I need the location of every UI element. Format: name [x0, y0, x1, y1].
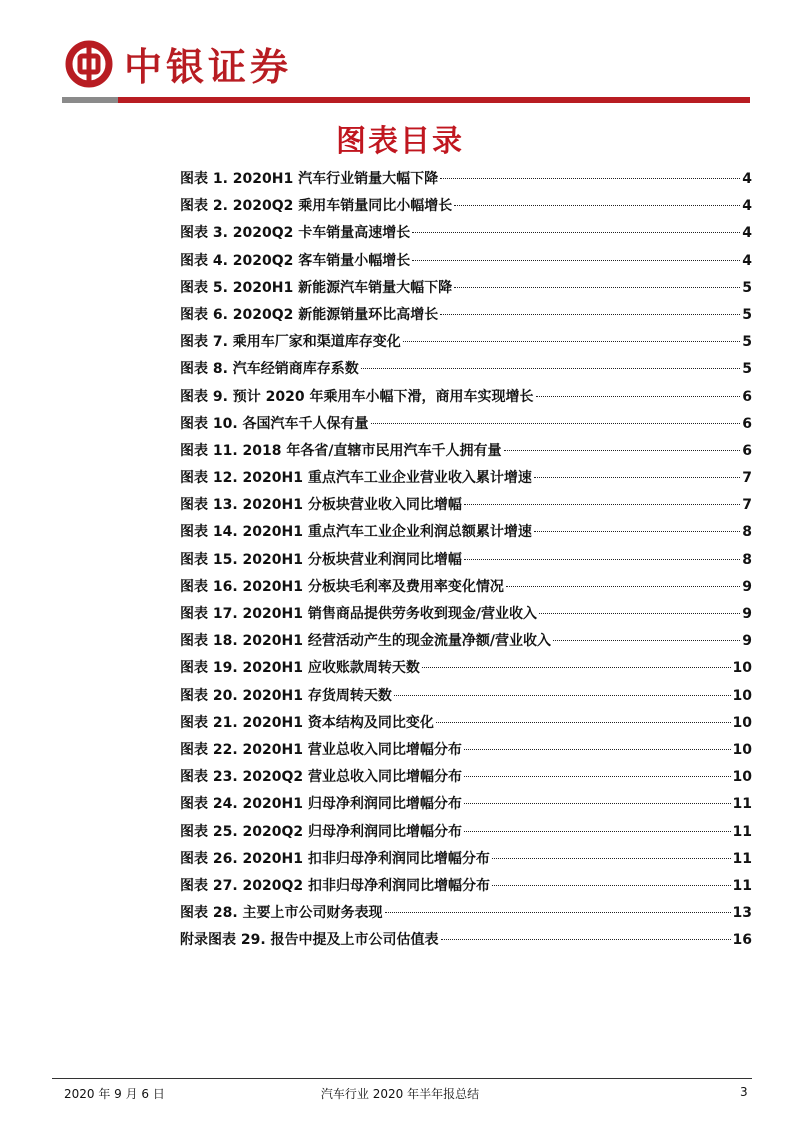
- toc-entry-page: 10: [732, 769, 752, 786]
- toc-entry-page: 10: [732, 741, 752, 758]
- toc-dot-leader: [464, 559, 740, 560]
- toc-dot-leader: [464, 776, 730, 777]
- toc-entry[interactable]: [180, 900, 752, 927]
- toc-entry[interactable]: [180, 547, 752, 574]
- toc-entry[interactable]: [180, 465, 752, 492]
- footer-rule: [52, 1078, 752, 1079]
- toc-entry-page: 11: [732, 850, 752, 867]
- toc-dot-leader: [536, 396, 741, 397]
- toc-dot-leader: [440, 314, 740, 315]
- toc-dot-leader: [440, 178, 740, 179]
- toc-dot-leader: [492, 858, 731, 859]
- toc-entry-label: 图表 20. 2020H1 存货周转天数: [180, 687, 392, 704]
- toc-entry-label: 图表 14. 2020H1 重点汽车工业企业利润总额累计增速: [180, 524, 532, 541]
- toc-dot-leader: [361, 368, 740, 369]
- toc-entry-page: 4: [742, 198, 752, 215]
- toc-dot-leader: [412, 260, 740, 261]
- brand-logo: [64, 36, 292, 91]
- toc-entry[interactable]: [180, 411, 752, 438]
- toc-entry-label: 图表 22. 2020H1 营业总收入同比增幅分布: [180, 741, 462, 758]
- toc-entry-page: 11: [732, 796, 752, 813]
- brand-name: 中银证券: [124, 45, 293, 89]
- toc-dot-leader: [534, 477, 740, 478]
- toc-entry-label: 图表 25. 2020Q2 归母净利润同比增幅分布: [180, 823, 463, 840]
- toc-entry-label: 图表 3. 2020Q2 卡车销量高速增长: [180, 225, 411, 242]
- toc-dot-leader: [553, 640, 740, 641]
- toc-dot-leader: [534, 531, 740, 532]
- toc-entry-page: 13: [732, 905, 752, 922]
- toc-entry-label: 图表 26. 2020H1 扣非归母净利润同比增幅分布: [180, 850, 490, 867]
- toc-dot-leader: [454, 205, 740, 206]
- toc-entry-page: 10: [732, 687, 752, 704]
- toc-dot-leader: [506, 586, 740, 587]
- toc-entry[interactable]: [180, 329, 752, 356]
- toc-entry[interactable]: [180, 438, 752, 465]
- toc-entry-page: 6: [742, 415, 752, 432]
- header-rule-red: [118, 97, 750, 103]
- toc-entry[interactable]: [180, 683, 752, 710]
- toc-entry[interactable]: [180, 819, 752, 846]
- toc-entry-page: 8: [742, 524, 752, 541]
- toc-entry-label: 图表 4. 2020Q2 客车销量小幅增长: [180, 252, 411, 269]
- toc-entry[interactable]: [180, 737, 752, 764]
- toc-dot-leader: [403, 341, 740, 342]
- toc-dot-leader: [464, 504, 740, 505]
- toc-entry-label: 图表 28. 主要上市公司财务表现: [180, 905, 383, 922]
- toc-entry[interactable]: [180, 193, 752, 220]
- toc-entry-label: 图表 13. 2020H1 分板块营业收入同比增幅: [180, 497, 462, 514]
- toc-entry-label: 图表 23. 2020Q2 营业总收入同比增幅分布: [180, 769, 463, 786]
- toc-entry-label: 图表 12. 2020H1 重点汽车工业企业营业收入累计增速: [180, 470, 532, 487]
- toc-entry-page: 8: [742, 551, 752, 568]
- toc-title: 图表目录: [336, 124, 464, 159]
- toc-entry-page: 5: [742, 279, 752, 296]
- toc-entry-label: 图表 21. 2020H1 资本结构及同比变化: [180, 714, 434, 731]
- toc-entry-label: 附录图表 29. 报告中提及上市公司估值表: [180, 932, 439, 949]
- toc-entry[interactable]: [180, 519, 752, 546]
- toc-entry-page: 5: [742, 306, 752, 323]
- toc-entry[interactable]: [180, 873, 752, 900]
- toc-entry[interactable]: [180, 248, 752, 275]
- toc-entry-label: 图表 5. 2020H1 新能源汽车销量大幅下降: [180, 279, 453, 296]
- toc-entry[interactable]: [180, 302, 752, 329]
- toc-dot-leader: [394, 695, 731, 696]
- toc-entry[interactable]: [180, 655, 752, 682]
- toc-entry-page: 16: [732, 932, 752, 949]
- toc-entry-label: 图表 11. 2018 年各省/直辖市民用汽车千人拥有量: [180, 442, 502, 459]
- toc-entry[interactable]: [180, 846, 752, 873]
- toc-entry-page: 6: [742, 388, 752, 405]
- toc-entry-page: 4: [742, 252, 752, 269]
- toc-entry[interactable]: [180, 492, 752, 519]
- toc-entry-label: 图表 19. 2020H1 应收账款周转天数: [180, 660, 420, 677]
- toc-entry-page: 5: [742, 361, 752, 378]
- toc-entry[interactable]: [180, 628, 752, 655]
- toc-dot-leader: [371, 423, 741, 424]
- bank-of-china-logo-icon: [64, 39, 114, 89]
- toc-entry-label: 图表 1. 2020H1 汽车行业销量大幅下降: [180, 171, 439, 187]
- toc-entry-label: 图表 9. 预计 2020 年乘用车小幅下滑，商用车实现增长: [180, 388, 534, 405]
- toc-entry-page: 6: [742, 442, 752, 459]
- toc-entry-page: 4: [742, 171, 752, 187]
- page-header: [0, 0, 800, 110]
- toc-entry-page: 9: [742, 633, 752, 650]
- toc-entry-page: 11: [732, 877, 752, 894]
- toc-entry[interactable]: [180, 601, 752, 628]
- toc-dot-leader: [464, 831, 730, 832]
- toc-dot-leader: [436, 722, 731, 723]
- header-rule-gray: [62, 97, 118, 103]
- toc-list: [180, 166, 752, 954]
- toc-entry-page: 5: [742, 334, 752, 351]
- toc-dot-leader: [441, 939, 731, 940]
- toc-entry[interactable]: [180, 791, 752, 818]
- toc-entry[interactable]: [180, 166, 752, 193]
- toc-entry-label: 图表 7. 乘用车厂家和渠道库存变化: [180, 334, 401, 351]
- toc-entry-page: 9: [742, 578, 752, 595]
- toc-dot-leader: [539, 613, 740, 614]
- toc-entry-label: 图表 27. 2020Q2 扣非归母净利润同比增幅分布: [180, 877, 491, 894]
- toc-entry-label: 图表 18. 2020H1 经营活动产生的现金流量净额/营业收入: [180, 633, 551, 650]
- toc-entry-page: 10: [732, 714, 752, 731]
- toc-dot-leader: [464, 803, 731, 804]
- toc-entry[interactable]: [180, 764, 752, 791]
- toc-entry-label: 图表 15. 2020H1 分板块营业利润同比增幅: [180, 551, 462, 568]
- toc-entry-label: 图表 17. 2020H1 销售商品提供劳务收到现金/营业收入: [180, 606, 537, 622]
- toc-entry-page: 4: [742, 225, 752, 242]
- toc-entry-label: 图表 2. 2020Q2 乘用车销量同比小幅增长: [180, 198, 453, 215]
- toc-dot-leader: [454, 287, 740, 288]
- toc-dot-leader: [422, 667, 731, 668]
- toc-entry-page: 7: [742, 497, 752, 514]
- footer-date: 2020 年 9 月 6 日: [64, 1087, 165, 1101]
- footer-report-title: 汽车行业 2020 年半年报总结: [320, 1087, 480, 1101]
- toc-entry[interactable]: [180, 927, 752, 954]
- toc-entry-label: 图表 6. 2020Q2 新能源销量环比高增长: [180, 306, 439, 323]
- toc-entry-page: 11: [732, 823, 752, 840]
- toc-dot-leader: [412, 232, 740, 233]
- toc-dot-leader: [492, 885, 730, 886]
- toc-entry-page: 9: [742, 606, 752, 622]
- toc-entry-page: 10: [732, 660, 752, 677]
- toc-dot-leader: [385, 912, 731, 913]
- toc-entry[interactable]: [180, 710, 752, 737]
- toc-entry-label: 图表 8. 汽车经销商库存系数: [180, 361, 359, 378]
- toc-entry-page: 7: [742, 470, 752, 487]
- toc-entry[interactable]: [180, 275, 752, 302]
- toc-entry-label: 图表 16. 2020H1 分板块毛利率及费用率变化情况: [180, 578, 504, 595]
- toc-dot-leader: [504, 450, 741, 451]
- footer-page-number: 3: [740, 1085, 748, 1099]
- toc-entry-label: 图表 24. 2020H1 归母净利润同比增幅分布: [180, 796, 462, 813]
- toc-entry[interactable]: [180, 574, 752, 601]
- toc-entry-label: 图表 10. 各国汽车千人保有量: [180, 415, 369, 432]
- toc-entry[interactable]: [180, 356, 752, 383]
- toc-entry[interactable]: [180, 384, 752, 411]
- toc-dot-leader: [464, 749, 731, 750]
- toc-entry[interactable]: [180, 220, 752, 247]
